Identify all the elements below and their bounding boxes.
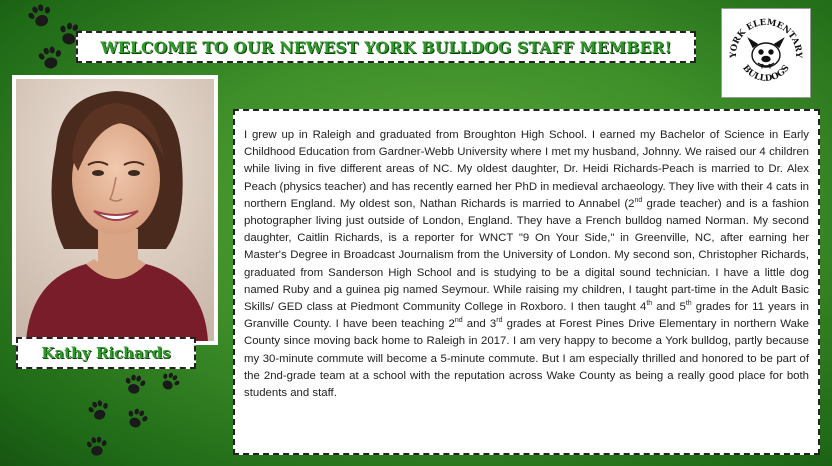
bio-segment: and 5 bbox=[652, 301, 686, 314]
ordinal-suffix: nd bbox=[634, 197, 643, 205]
bio-segment: I grew up in Raleigh and graduated from Broughton High School. I earned my Bachelor of Science in Early Childhood Education from Gardner-Webb University where I met my husband, Johnny. We raised our 4 children while living in five different areas of NC. My oldest daughter, Dr. Heidi Richards-Peach is married to Dr. Alex Peach (physics teacher) and has recently earned her PhD in medieval archaeology. They live with their 4 cats in northern England. My oldest son, Nathan Richards is married to Annabel (2 bbox=[244, 129, 809, 210]
bulldog-logo-icon bbox=[722, 9, 810, 97]
logo-bottom-text: BULLDOGS bbox=[740, 63, 792, 84]
school-logo bbox=[721, 8, 811, 98]
staff-photo bbox=[16, 79, 214, 341]
bio-segment: grades for 11 years in Granville County. I have been teaching 2 bbox=[244, 301, 810, 331]
paw-print-icon bbox=[88, 400, 110, 421]
paw-print-icon bbox=[28, 4, 53, 28]
welcome-banner bbox=[76, 31, 696, 63]
ordinal-suffix: nd bbox=[454, 317, 463, 325]
ordinal-suffix: th bbox=[646, 300, 653, 308]
paw-print-icon bbox=[38, 46, 63, 70]
ordinal-suffix: th bbox=[685, 300, 692, 308]
staff-photo-frame bbox=[12, 75, 218, 345]
paw-print-icon bbox=[160, 372, 180, 391]
paw-print-icon bbox=[124, 374, 146, 395]
logo-top-text: YORK ELEMENTARY bbox=[728, 17, 804, 58]
paw-print-icon bbox=[126, 408, 148, 429]
bio-box bbox=[233, 109, 820, 455]
staff-name: Kathy Richards bbox=[41, 344, 171, 362]
bio-text bbox=[244, 127, 809, 402]
bio-segment: and 3 bbox=[462, 318, 497, 331]
banner-title: WELCOME TO OUR NEWEST YORK BULLDOG STAFF MEMBER! bbox=[100, 37, 672, 57]
bio-segment: grades at Forest Pines Drive Elementary in northern Wake County since moving back home to Raleigh in 2017. I am very happy to become a York bulldog, partly because my 30-minute commute will become a 5-minute commute. But I am especially thrilled and honored to be part of the 2nd-grade team at a school with the reputation across Wake County as being a really good place for both students and staff. bbox=[244, 318, 810, 400]
ordinal-suffix: rd bbox=[496, 317, 503, 325]
staff-name-tag bbox=[16, 337, 196, 369]
paw-print-icon bbox=[86, 436, 108, 457]
bio-segment: grade teacher) and is a fashion photographer living just outside of London, England. They have a French bulldog named Norman. My second daughter, Caitlin Richards, is a reporter for WNCT "9 On Your Side," in Greenville, NC, after earning her Master's Degree in Broadcast Journalism from the University of London. My second son, Christopher Richards, graduated from Sanderson High School and is studying to be a digital sound technician. I have a little dog named Ruby and a guinea pig named Seymour. While raising my children, I taught part-time in the Adult Basic Skills/ GED class at Piedmont Community College in Roxboro. I then taught 4 bbox=[244, 197, 809, 314]
